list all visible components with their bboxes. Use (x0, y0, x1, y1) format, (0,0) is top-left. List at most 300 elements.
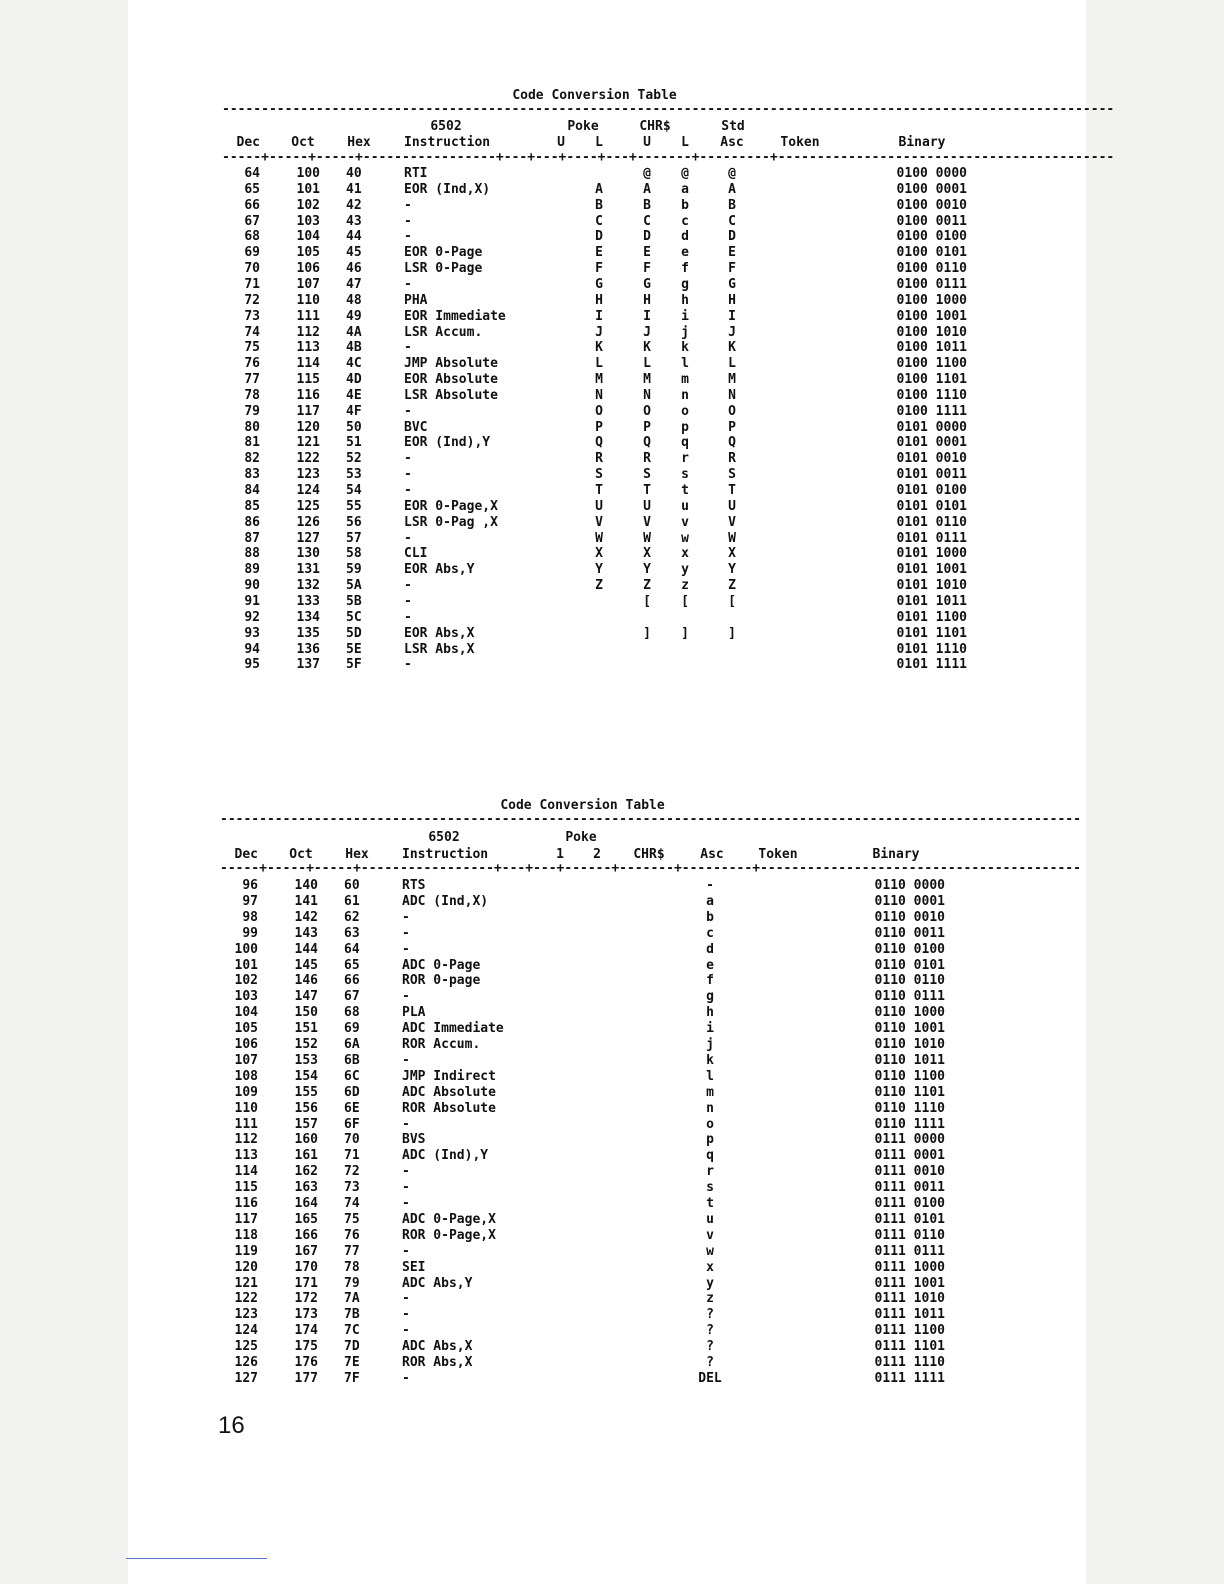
header-poke-2: 2 (593, 847, 601, 862)
table-row (220, 1053, 945, 1069)
cell-binary: 0110 1011 (874, 1052, 945, 1068)
cell-asc: e (706, 957, 714, 973)
cell-oct: 176 (294, 1355, 318, 1370)
cell-oct: 166 (294, 1227, 318, 1243)
cell-dec: 100 (234, 941, 258, 957)
cell-oct: 117 (296, 403, 320, 419)
cell-oct: 125 (296, 498, 320, 514)
table-row (222, 657, 967, 673)
cell-chr-l: g (681, 276, 689, 292)
header-dec: Dec (234, 847, 258, 862)
cell-hex: 52 (346, 451, 362, 467)
cell-binary: 0100 1000 (896, 292, 967, 308)
cell-instruction: - (402, 909, 410, 925)
cell-std-asc: E (728, 245, 736, 261)
cell-asc: DEL (698, 1370, 722, 1386)
cell-binary: 0110 1000 (874, 1005, 945, 1021)
cell-dec: 122 (234, 1291, 258, 1307)
cell-chr-u (640, 657, 654, 673)
cell-chr-u: N (643, 387, 651, 403)
cell-oct: 131 (296, 562, 320, 578)
cell-instruction: LSR Accum. (404, 324, 483, 340)
cell-dec: 82 (244, 451, 260, 467)
cell-binary: 0101 1111 (896, 657, 967, 673)
cell-poke-u: D (595, 229, 603, 245)
cell-oct: 127 (296, 530, 320, 546)
cell-hex: 64 (344, 941, 360, 957)
cell-hex: 5B (346, 593, 362, 609)
cell-binary: 0100 1111 (896, 403, 967, 419)
cell-hex: 6E (344, 1100, 360, 1116)
cell-oct: 113 (296, 340, 320, 356)
cell-poke-u: V (595, 514, 603, 530)
cell-binary: 0101 1100 (896, 609, 967, 625)
cell-hex: 4E (346, 387, 362, 403)
cell-poke-u (592, 642, 606, 658)
cell-chr-l: n (681, 387, 689, 403)
cell-instruction: - (404, 530, 412, 546)
cell-oct: 106 (296, 261, 320, 277)
cell-dec: 88 (244, 546, 260, 562)
cell-asc: o (706, 1116, 714, 1132)
cell-hex: 41 (346, 181, 362, 197)
cell-chr-l: l (681, 356, 689, 372)
header-instruction: Instruction (404, 135, 491, 150)
cell-instruction: LSR Abs,X (404, 641, 475, 657)
cell-poke-u: L (595, 356, 603, 372)
cell-oct: 145 (294, 957, 318, 973)
cell-oct: 130 (296, 546, 320, 562)
cell-dec: 78 (244, 387, 260, 403)
cell-instruction: - (402, 1307, 410, 1323)
cell-binary: 0110 0011 (874, 925, 945, 941)
cell-instruction: LSR 0-Pag ,X (404, 514, 498, 530)
cell-oct: 141 (294, 893, 318, 909)
cell-std-asc: F (728, 261, 736, 277)
cell-asc: c (706, 925, 714, 941)
cell-binary: 0100 1101 (896, 372, 967, 388)
cell-instruction: ADC 0-Page,X (402, 1211, 496, 1227)
table-row (222, 546, 967, 562)
cell-hex: 72 (344, 1164, 360, 1180)
header-group-poke: Poke (567, 119, 599, 134)
table-row (220, 1260, 945, 1276)
cell-dec: 69 (244, 245, 260, 261)
header-oct: Oct (289, 847, 313, 862)
cell-chr-l: q (681, 435, 689, 451)
table-row (222, 531, 967, 547)
cell-chr-l: z (681, 578, 689, 594)
cell-chr-l: b (681, 197, 689, 213)
cell-instruction: - (402, 1291, 410, 1307)
table-row (222, 325, 967, 341)
cell-binary: 0101 0011 (896, 467, 967, 483)
table-row (222, 229, 967, 245)
cell-dec: 113 (234, 1148, 258, 1164)
cell-hex: 44 (346, 229, 362, 245)
cell-oct: 143 (294, 925, 318, 941)
cell-binary: 0101 1010 (896, 578, 967, 594)
header-dec: Dec (236, 135, 260, 150)
table-row (222, 562, 967, 578)
cell-hex: 40 (346, 166, 362, 181)
cell-asc: ? (706, 1307, 714, 1323)
cell-chr-u: W (643, 530, 651, 546)
table-row (222, 182, 967, 198)
cell-binary: 0111 0011 (874, 1180, 945, 1196)
cell-instruction: - (402, 1323, 410, 1339)
cell-dec: 103 (234, 989, 258, 1005)
cell-hex: 5E (346, 641, 362, 657)
cell-binary: 0100 1100 (896, 356, 967, 372)
cell-binary: 0110 1111 (874, 1116, 945, 1132)
table-row (222, 166, 967, 182)
cell-chr-l: x (681, 546, 689, 562)
cell-oct: 100 (296, 166, 320, 181)
cell-binary: 0110 1101 (874, 1084, 945, 1100)
cell-instruction: - (402, 1370, 410, 1386)
cell-poke-u: P (595, 419, 603, 435)
cell-oct: 173 (294, 1307, 318, 1323)
cell-oct: 102 (296, 197, 320, 213)
cell-oct: 120 (296, 419, 320, 435)
cell-dec: 85 (244, 498, 260, 514)
table-row (222, 420, 967, 436)
cell-binary: 0101 0110 (896, 514, 967, 530)
cell-chr-u: P (643, 419, 651, 435)
cell-dec: 87 (244, 530, 260, 546)
cell-chr-l: y (681, 562, 689, 578)
cell-dec: 98 (242, 909, 258, 925)
header-group-std: Std (721, 119, 745, 134)
cell-hex: 6F (344, 1116, 360, 1132)
cell-binary: 0111 1100 (874, 1323, 945, 1339)
cell-hex: 49 (346, 308, 362, 324)
cell-instruction: - (404, 340, 412, 356)
cell-dec: 67 (244, 213, 260, 229)
cell-oct: 142 (294, 909, 318, 925)
cell-dec: 110 (234, 1100, 258, 1116)
cell-hex: 66 (344, 973, 360, 989)
cell-instruction: - (402, 989, 410, 1005)
cell-binary: 0100 1010 (896, 324, 967, 340)
cell-instruction: ROR Absolute (402, 1100, 496, 1116)
header-group-chr: CHR$ (639, 119, 671, 134)
cell-instruction: - (404, 593, 412, 609)
table-row (220, 1180, 945, 1196)
cell-binary: 0100 0101 (896, 245, 967, 261)
table-row (222, 372, 967, 388)
cell-std-asc: L (728, 356, 736, 372)
cell-binary: 0100 0111 (896, 276, 967, 292)
cell-dec: 119 (234, 1243, 258, 1259)
cell-dec: 117 (234, 1211, 258, 1227)
cell-oct: 146 (294, 973, 318, 989)
cell-instruction: - (402, 941, 410, 957)
cell-oct: 134 (296, 609, 320, 625)
cell-hex: 77 (344, 1243, 360, 1259)
cell-instruction: - (404, 403, 412, 419)
cell-oct: 137 (296, 657, 320, 673)
cell-std-asc: Z (728, 578, 736, 594)
cell-oct: 126 (296, 514, 320, 530)
cell-chr-l: s (681, 467, 689, 483)
table-row (220, 1085, 945, 1101)
cell-poke-u (592, 626, 606, 642)
cell-binary: 0110 1100 (874, 1068, 945, 1084)
cell-dec: 83 (244, 467, 260, 483)
header-instruction: Instruction (402, 847, 489, 862)
cell-binary: 0101 0111 (896, 530, 967, 546)
cell-instruction: BVC (404, 419, 428, 435)
cell-dec: 91 (244, 593, 260, 609)
cell-instruction: - (404, 276, 412, 292)
cell-dec: 109 (234, 1084, 258, 1100)
cell-std-asc: R (728, 451, 736, 467)
cell-std-asc: @ (728, 166, 736, 181)
cell-asc: n (706, 1100, 714, 1116)
cell-poke-u: M (595, 372, 603, 388)
cell-instruction: PLA (402, 1005, 426, 1021)
cell-hex: 7D (344, 1339, 360, 1355)
cell-chr-u: I (643, 308, 651, 324)
cell-dec: 125 (234, 1339, 258, 1355)
cell-std-asc: J (728, 324, 736, 340)
cell-hex: 67 (344, 989, 360, 1005)
cell-std-asc (725, 642, 739, 658)
cell-chr-l: ] (681, 625, 689, 641)
cell-binary: 0111 0100 (874, 1196, 945, 1211)
cell-hex: 47 (346, 276, 362, 292)
cell-dec: 102 (234, 973, 258, 989)
cell-poke-u: N (595, 387, 603, 403)
cell-instruction: EOR 0-Page (404, 245, 483, 261)
cell-chr-u: E (643, 245, 651, 261)
cell-dec: 99 (242, 925, 258, 941)
cell-chr-u: L (643, 356, 651, 372)
cell-dec: 93 (244, 625, 260, 641)
cell-poke-u: Y (595, 562, 603, 578)
header-separator: -----+-----+-----+-----------------+---+---+----+---+-------+---------+------------------------------------------- (222, 150, 1115, 165)
cell-std-asc: W (728, 530, 736, 546)
cell-dec: 96 (242, 878, 258, 893)
cell-instruction: SEI (402, 1259, 426, 1275)
cell-dec: 97 (242, 893, 258, 909)
cell-binary: 0111 0111 (874, 1243, 945, 1259)
cell-instruction: RTS (402, 878, 426, 893)
header-poke-u: U (557, 135, 565, 150)
cell-oct: 135 (296, 625, 320, 641)
code-conversion-table-1 (222, 88, 1115, 688)
table-row (222, 626, 967, 642)
cell-std-asc: A (728, 181, 736, 197)
header-poke-1: 1 (556, 847, 564, 862)
cell-instruction: ROR Abs,X (402, 1355, 473, 1370)
cell-dec: 107 (234, 1052, 258, 1068)
cell-chr-u: T (643, 483, 651, 498)
cell-std-asc: B (728, 197, 736, 213)
cell-hex: 78 (344, 1259, 360, 1275)
cell-hex: 69 (344, 1021, 360, 1037)
header-asc: Asc (720, 135, 744, 150)
cell-chr-l: i (681, 308, 689, 324)
cell-std-asc: P (728, 419, 736, 435)
cell-hex: 6C (344, 1068, 360, 1084)
cell-chr-u: U (643, 498, 651, 514)
cell-dec: 123 (234, 1307, 258, 1323)
cell-poke-u: S (595, 467, 603, 483)
cell-poke-u: W (595, 530, 603, 546)
cell-hex: 53 (346, 467, 362, 483)
cell-chr-l: h (681, 292, 689, 308)
table-row (220, 1117, 945, 1133)
table-row (220, 1148, 945, 1164)
cell-dec: 76 (244, 356, 260, 372)
cell-instruction: - (402, 1116, 410, 1132)
cell-dec: 86 (244, 514, 260, 530)
cell-std-asc: T (728, 483, 736, 498)
cell-oct: 133 (296, 593, 320, 609)
table-row (220, 1371, 945, 1387)
header-asc: Asc (700, 847, 724, 862)
cell-binary: 0100 1011 (896, 340, 967, 356)
divider: ------------------------------------------------------------------------------------------------------------------ (222, 102, 1115, 117)
table-row (220, 1196, 945, 1212)
cell-oct: 161 (294, 1148, 318, 1164)
cell-chr-u: @ (643, 166, 651, 181)
table-row (220, 1212, 945, 1228)
table-row (220, 1164, 945, 1180)
cell-poke-u: H (595, 292, 603, 308)
cell-chr-l: m (681, 372, 689, 388)
table-row (220, 1005, 945, 1021)
cell-hex: 7F (344, 1370, 360, 1386)
cell-hex: 56 (346, 514, 362, 530)
cell-hex: 59 (346, 562, 362, 578)
cell-binary: 0100 1001 (896, 308, 967, 324)
table-row (220, 1132, 945, 1148)
cell-poke-u: O (595, 403, 603, 419)
cell-chr-u: F (643, 261, 651, 277)
cell-hex: 63 (344, 925, 360, 941)
cell-asc: k (706, 1052, 714, 1068)
cell-instruction: CLI (404, 546, 428, 562)
cell-std-asc: K (728, 340, 736, 356)
cell-poke-u: J (595, 324, 603, 340)
table-row (222, 451, 967, 467)
cell-chr-l: j (681, 324, 689, 340)
cell-oct: 136 (296, 641, 320, 657)
cell-binary: 0111 1000 (874, 1259, 945, 1275)
cell-poke-u: K (595, 340, 603, 356)
cell-dec: 108 (234, 1068, 258, 1084)
cell-chr-l: c (681, 213, 689, 229)
table-row (220, 1339, 945, 1355)
cell-oct: 104 (296, 229, 320, 245)
cell-hex: 46 (346, 261, 362, 277)
header-chr: CHR$ (633, 847, 665, 862)
table-row (220, 1228, 945, 1244)
cell-chr-l (678, 610, 692, 626)
cell-asc: r (706, 1164, 714, 1180)
table-row (220, 1323, 945, 1339)
header-chr-l: L (681, 135, 689, 150)
cell-dec: 92 (244, 609, 260, 625)
cell-hex: 42 (346, 197, 362, 213)
cell-binary: 0111 0000 (874, 1132, 945, 1148)
cell-binary: 0111 1111 (874, 1370, 945, 1386)
header-binary: Binary (898, 135, 946, 150)
cell-instruction: EOR (Ind),Y (404, 435, 491, 451)
table-row (222, 594, 967, 610)
cell-poke-u: Q (595, 435, 603, 451)
cell-std-asc: [ (728, 593, 736, 609)
cell-oct: 151 (294, 1021, 318, 1037)
table-row (220, 910, 945, 926)
cell-instruction: JMP Absolute (404, 356, 498, 372)
cell-hex: 68 (344, 1005, 360, 1021)
cell-oct: 175 (294, 1339, 318, 1355)
cell-dec: 126 (234, 1355, 258, 1370)
cell-std-asc: Y (728, 562, 736, 578)
table-row (222, 404, 967, 420)
cell-dec: 116 (234, 1196, 258, 1211)
cell-dec: 70 (244, 261, 260, 277)
cell-instruction: ADC Abs,Y (402, 1275, 473, 1291)
table-row (220, 1037, 945, 1053)
cell-hex: 5C (346, 609, 362, 625)
table-row (220, 878, 945, 894)
cell-hex: 7B (344, 1307, 360, 1323)
cell-std-asc: V (728, 514, 736, 530)
table-row (222, 293, 967, 309)
cell-instruction: BVS (402, 1132, 426, 1148)
cell-dec: 84 (244, 483, 260, 498)
cell-binary: 0110 0000 (874, 878, 945, 893)
cell-instruction: EOR Absolute (404, 372, 498, 388)
cell-dec: 77 (244, 372, 260, 388)
cell-binary: 0110 1010 (874, 1037, 945, 1052)
table-row (220, 926, 945, 942)
table-row (220, 989, 945, 1005)
cell-chr-l: e (681, 245, 689, 261)
header-poke-l: L (595, 135, 603, 150)
header-group-poke: Poke (565, 830, 597, 845)
cell-instruction: - (404, 467, 412, 483)
cell-instruction: ROR 0-page (402, 973, 481, 989)
cell-oct: 114 (296, 356, 320, 372)
cell-poke-u: E (595, 245, 603, 261)
cell-oct: 111 (296, 308, 320, 324)
cell-instruction: - (404, 657, 412, 673)
cell-poke-u: C (595, 213, 603, 229)
cell-oct: 132 (296, 578, 320, 594)
cell-asc: g (706, 989, 714, 1005)
cell-poke-u (592, 594, 606, 610)
cell-oct: 153 (294, 1052, 318, 1068)
cell-instruction: - (402, 1180, 410, 1196)
cell-hex: 71 (344, 1148, 360, 1164)
cell-std-asc: G (728, 276, 736, 292)
cell-poke-u: R (595, 451, 603, 467)
cell-chr-l: o (681, 403, 689, 419)
cell-chr-u (640, 642, 654, 658)
cell-oct: 110 (296, 292, 320, 308)
cell-instruction: - (402, 925, 410, 941)
cell-hex: 55 (346, 498, 362, 514)
cell-dec: 120 (234, 1259, 258, 1275)
cell-poke-u: F (595, 261, 603, 277)
